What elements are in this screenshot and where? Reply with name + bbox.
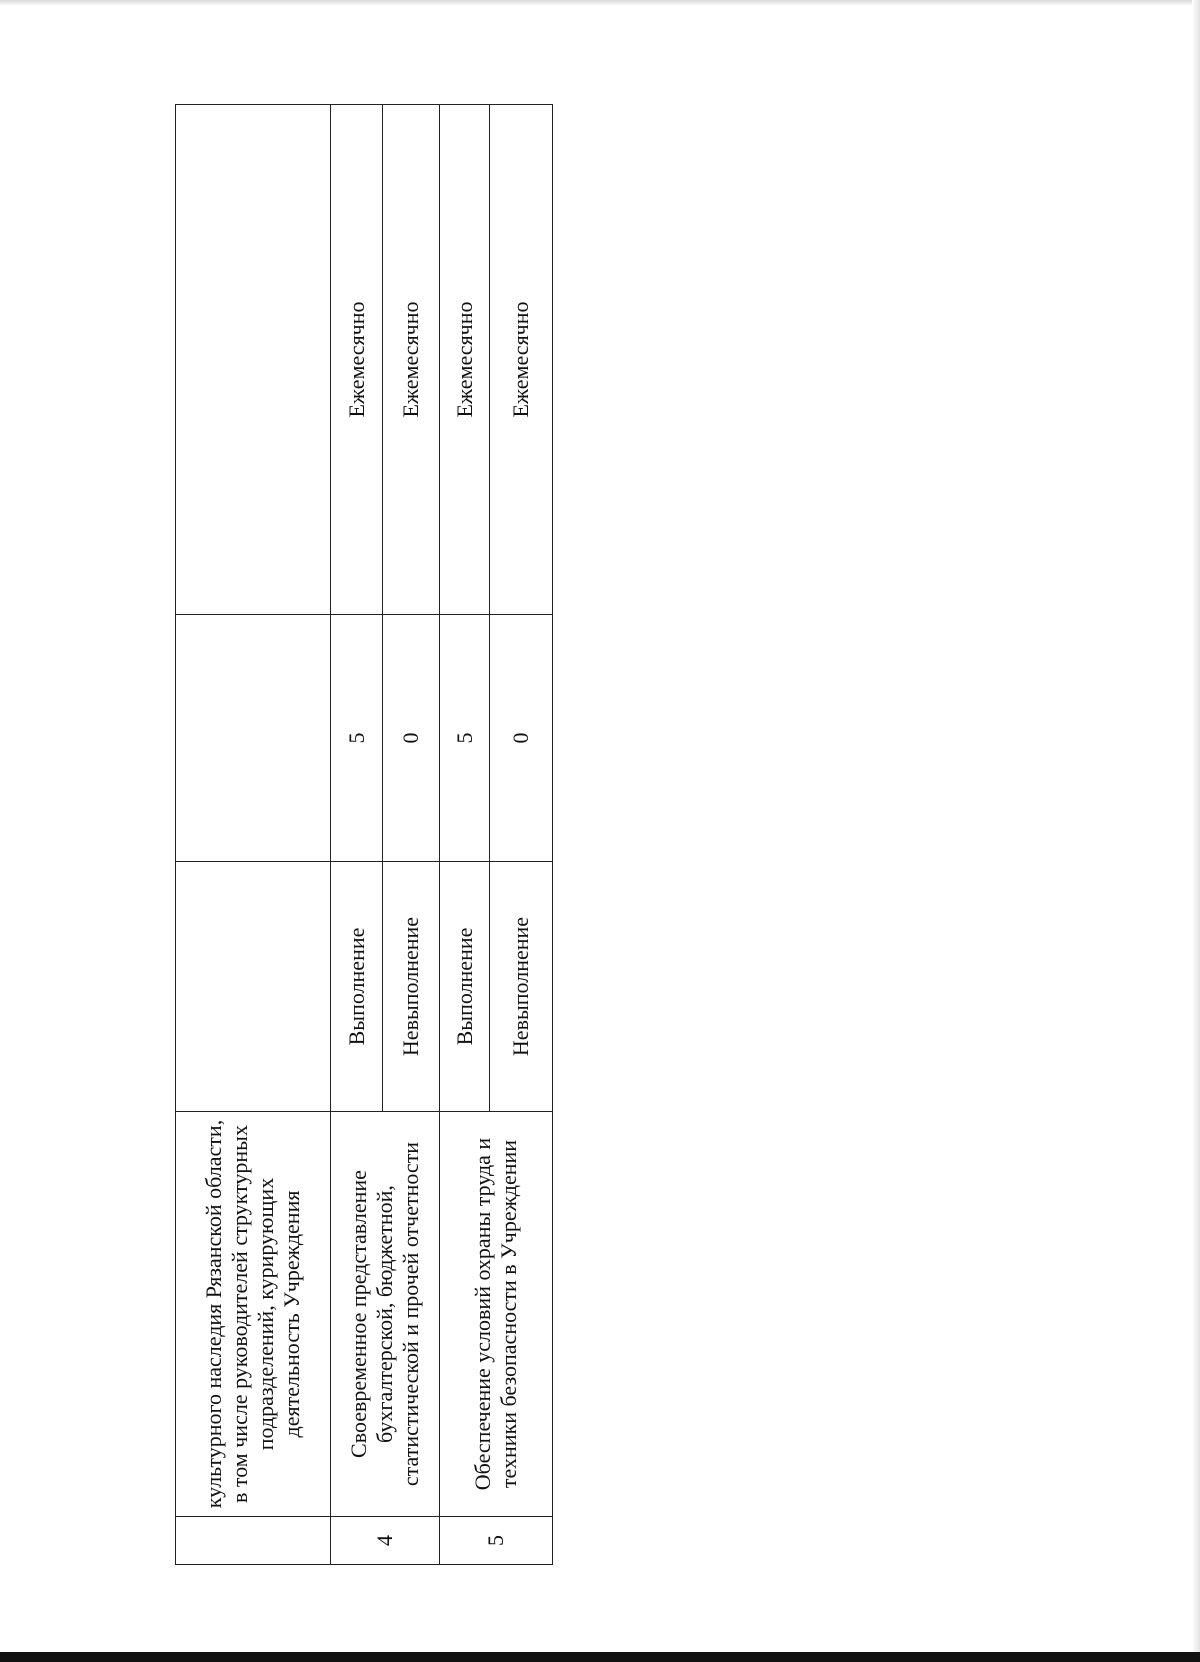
frequency-cell: Ежемесячно xyxy=(440,105,490,615)
condition-cell: Невыполнение xyxy=(383,862,440,1112)
indicator-cell: культурного наследия Рязанской области, в том числе руководителей структурных подразделений, курирующих деятельность Учреждения xyxy=(176,1112,331,1517)
row-number-cell: 4 xyxy=(331,1517,440,1565)
frequency-cell: Ежемесячно xyxy=(490,105,553,615)
score-cell xyxy=(176,615,331,862)
table-row xyxy=(176,105,331,1565)
scan-edge-right xyxy=(1192,0,1200,1662)
indicator-cell: Своевременное представление бухгалтерской, бюджетной, статистической и прочей отчетности xyxy=(331,1112,440,1517)
table-row xyxy=(440,105,490,1565)
frequency-cell: Ежемесячно xyxy=(383,105,440,615)
score-cell: 0 xyxy=(490,615,553,862)
rotated-table-wrapper xyxy=(175,105,534,1565)
frequency-cell xyxy=(176,105,331,615)
frequency-cell: Ежемесячно xyxy=(331,105,383,615)
indicator-cell: Обеспечение условий охраны труда и техники безопасности в Учреждении xyxy=(440,1112,553,1517)
scan-edge-top xyxy=(0,0,1200,6)
score-cell: 5 xyxy=(331,615,383,862)
condition-cell xyxy=(176,862,331,1112)
criteria-table xyxy=(175,104,553,1565)
score-cell: 0 xyxy=(383,615,440,862)
condition-cell: Выполнение xyxy=(331,862,383,1112)
row-number-cell: 5 xyxy=(440,1517,553,1565)
condition-cell: Невыполнение xyxy=(490,862,553,1112)
scan-edge-bottom xyxy=(0,1652,1200,1662)
score-cell: 5 xyxy=(440,615,490,862)
table-row xyxy=(331,105,383,1565)
condition-cell: Выполнение xyxy=(440,862,490,1112)
row-number-cell xyxy=(176,1517,331,1565)
rotated-table-inner xyxy=(175,105,534,1565)
